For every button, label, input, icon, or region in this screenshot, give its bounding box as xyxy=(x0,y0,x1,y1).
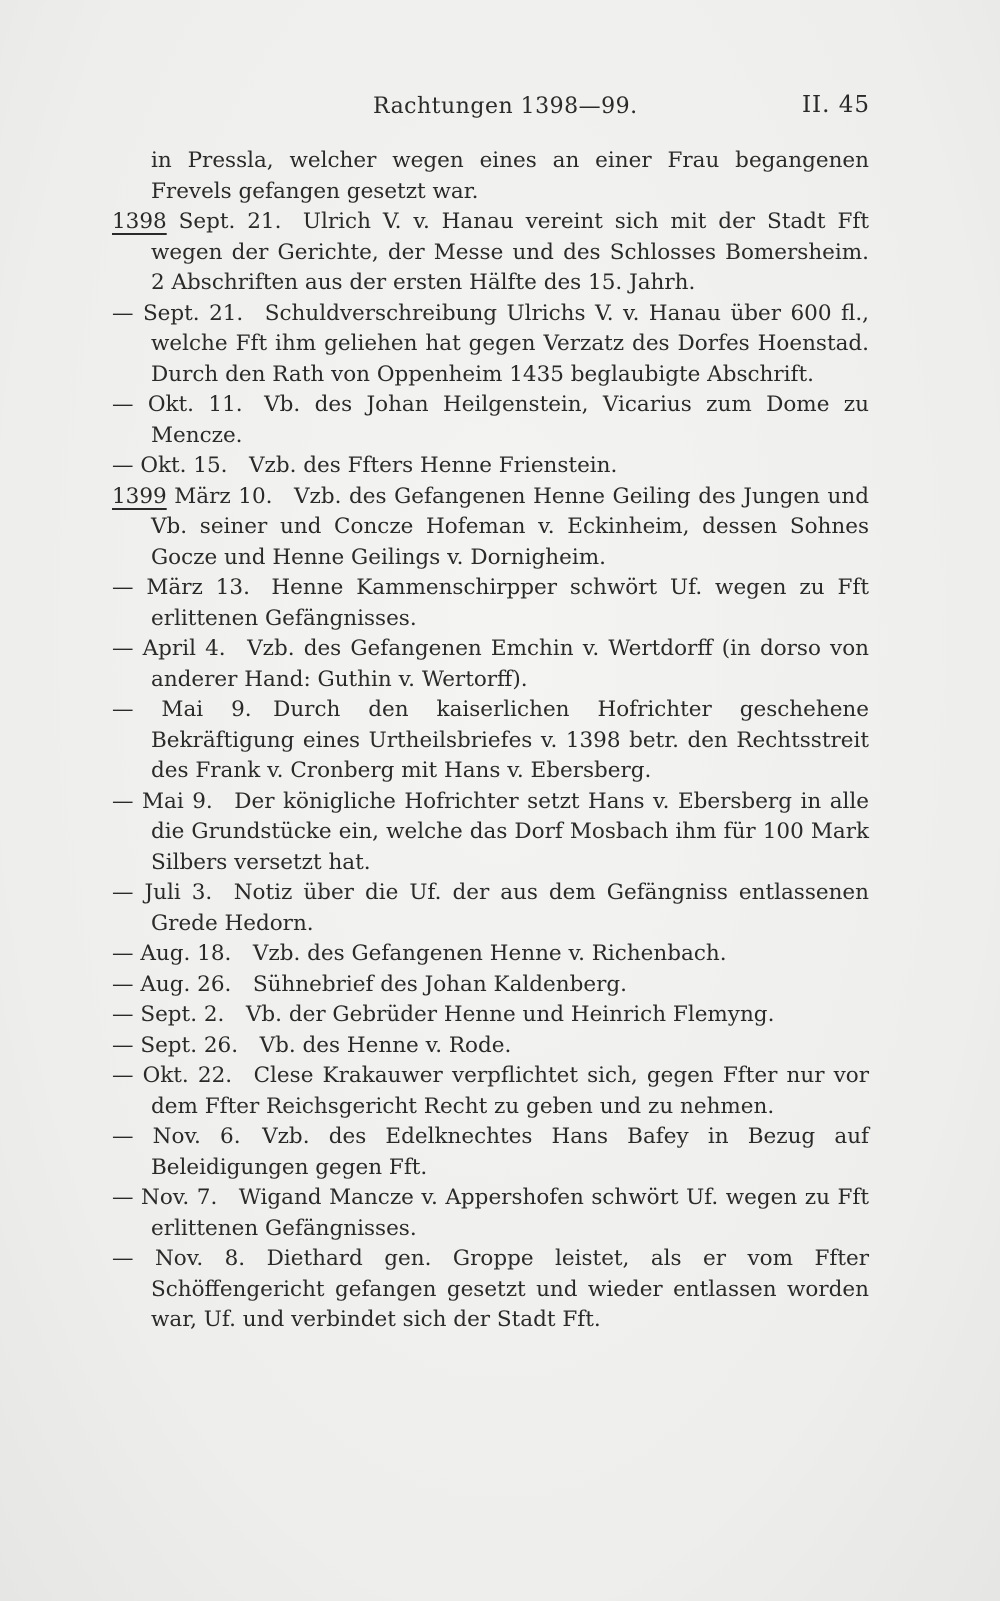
register-entry xyxy=(112,1031,869,1062)
entry-text: in Pressla, welcher wegen eines an einer Frau begangenen Frevels gefangen gesetzt war. xyxy=(151,148,869,204)
register-entry xyxy=(112,634,869,695)
register-entry xyxy=(112,573,869,634)
register-entry xyxy=(112,146,869,207)
entry-date: 1399 März 10. xyxy=(112,483,273,509)
register-entry xyxy=(112,1061,869,1122)
entry-date: — Nov. 7. xyxy=(112,1185,218,1210)
entry-date: — März 13. xyxy=(112,575,250,600)
entry-text: Vzb. des Gefangenen Henne v. Richenbach. xyxy=(252,941,727,966)
entry-text: Vzb. des Edelknechtes Hans Bafey in Bezug auf Beleidigungen gegen Fft. xyxy=(151,1124,869,1180)
entry-text: Vb. des Henne v. Rode. xyxy=(259,1032,512,1058)
entry-text: Durch den kaiserlichen Hofrichter geschehene Bekräftigung eines Urtheilsbriefes v. 1398 betr. den Rechtsstreit des Frank v. Cronberg mit Hans v. Ebersberg. xyxy=(151,697,869,783)
entry-date: — Okt. 22. xyxy=(112,1063,233,1088)
entry-text: Diethard gen. Groppe leistet, als er vom Ffter Schöffengericht gefangen gesetzt und wieder entlassen worden war, Uf. und verbindet sich der Stadt Fft. xyxy=(151,1246,869,1332)
page-header xyxy=(110,88,870,128)
entry-date: — Sept. 26. xyxy=(112,1032,239,1058)
register-entry xyxy=(112,482,869,574)
register-entry xyxy=(112,451,869,482)
register-entry xyxy=(112,1183,869,1244)
entry-text: Vb. des Johan Heilgenstein, Vicarius zum Dome zu Mencze. xyxy=(151,392,869,448)
entry-date: — Okt. 15. xyxy=(112,453,228,478)
register-entry xyxy=(112,939,869,970)
entry-date: — Aug. 18. xyxy=(112,941,232,966)
register-entry xyxy=(112,787,869,879)
entry-date: — Mai 9. xyxy=(112,788,213,814)
entry-date: — Mai 9. xyxy=(112,697,252,722)
register-entry xyxy=(112,970,869,1001)
entry-date: — Nov. 6. xyxy=(112,1124,241,1149)
entry-text: Schuldverschreibung Ulrichs V. v. Hanau über 600 fl., welche Fft ihm geliehen hat gegen Verzatz des Dorfes Hoenstad. Durch den Rath von Oppenheim 1435 beglaubigte Abschrift. xyxy=(151,300,869,387)
entry-date: — Sept. 2. xyxy=(112,1002,225,1027)
entry-text: Vzb. des Gefangenen Emchin v. Wertdorff (in dorso von anderer Hand: Guthin v. Wertorff). xyxy=(151,636,869,692)
entry-date: — Nov. 8. xyxy=(112,1246,246,1271)
entry-date: — Juli 3. xyxy=(112,880,213,905)
register-entry xyxy=(112,390,869,451)
entry-date: 1398 Sept. 21. xyxy=(112,209,282,234)
register-entry xyxy=(112,1244,869,1336)
entry-text: Vzb. des Gefangenen Henne Geiling des Jungen und Vb. seiner und Concze Hofeman v. Eckinheim, dessen Sohnes Gocze und Henne Geilings v. Dornigheim. xyxy=(151,483,869,570)
entry-text: Henne Kammenschirpper schwört Uf. wegen zu Fft erlittenen Gefängnisses. xyxy=(151,575,869,631)
register-entry xyxy=(112,1122,869,1183)
entry-date: — Aug. 26. xyxy=(112,971,232,997)
register-entry xyxy=(112,299,869,391)
register-entry xyxy=(112,207,869,299)
entry-text: Sühnebrief des Johan Kaldenberg. xyxy=(252,971,627,997)
entry-text: Clese Krakauwer verpflichtet sich, gegen Ffter nur vor dem Ffter Reichsgericht Recht zu geben und zu nehmen. xyxy=(151,1063,869,1119)
entry-date: — Sept. 21. xyxy=(112,300,244,326)
entry-text: Vb. der Gebrüder Henne und Heinrich Flemyng. xyxy=(245,1002,775,1027)
entry-text: Notiz über die Uf. der aus dem Gefängniss entlassenen Grede Hedorn. xyxy=(151,880,869,936)
entry-date: — Okt. 11. xyxy=(112,392,243,417)
register-entry xyxy=(112,878,869,939)
running-title: Rachtungen 1398—99. xyxy=(373,94,638,119)
page-number: II. 45 xyxy=(801,92,870,118)
entry-text: Der königliche Hofrichter setzt Hans v. Ebersberg in alle die Grundstücke ein, welche das Dorf Mosbach ihm für 100 Mark Silbers versetzt hat. xyxy=(151,788,869,875)
entry-date: — April 4. xyxy=(112,636,226,661)
entry-text: Wigand Mancze v. Appershofen schwört Uf. wegen zu Fft erlittenen Gefängnisses. xyxy=(151,1185,869,1241)
register-entry xyxy=(112,695,869,787)
register-entry xyxy=(112,1000,869,1031)
entry-text: Vzb. des Ffters Henne Frienstein. xyxy=(249,453,618,478)
entry-text: Ulrich V. v. Hanau vereint sich mit der Stadt Fft wegen der Gerichte, der Messe und des Schlosses Bomersheim. 2 Abschriften aus der ersten Hälfte des 15. Jahrh. xyxy=(151,209,869,295)
document-body xyxy=(112,146,869,1336)
